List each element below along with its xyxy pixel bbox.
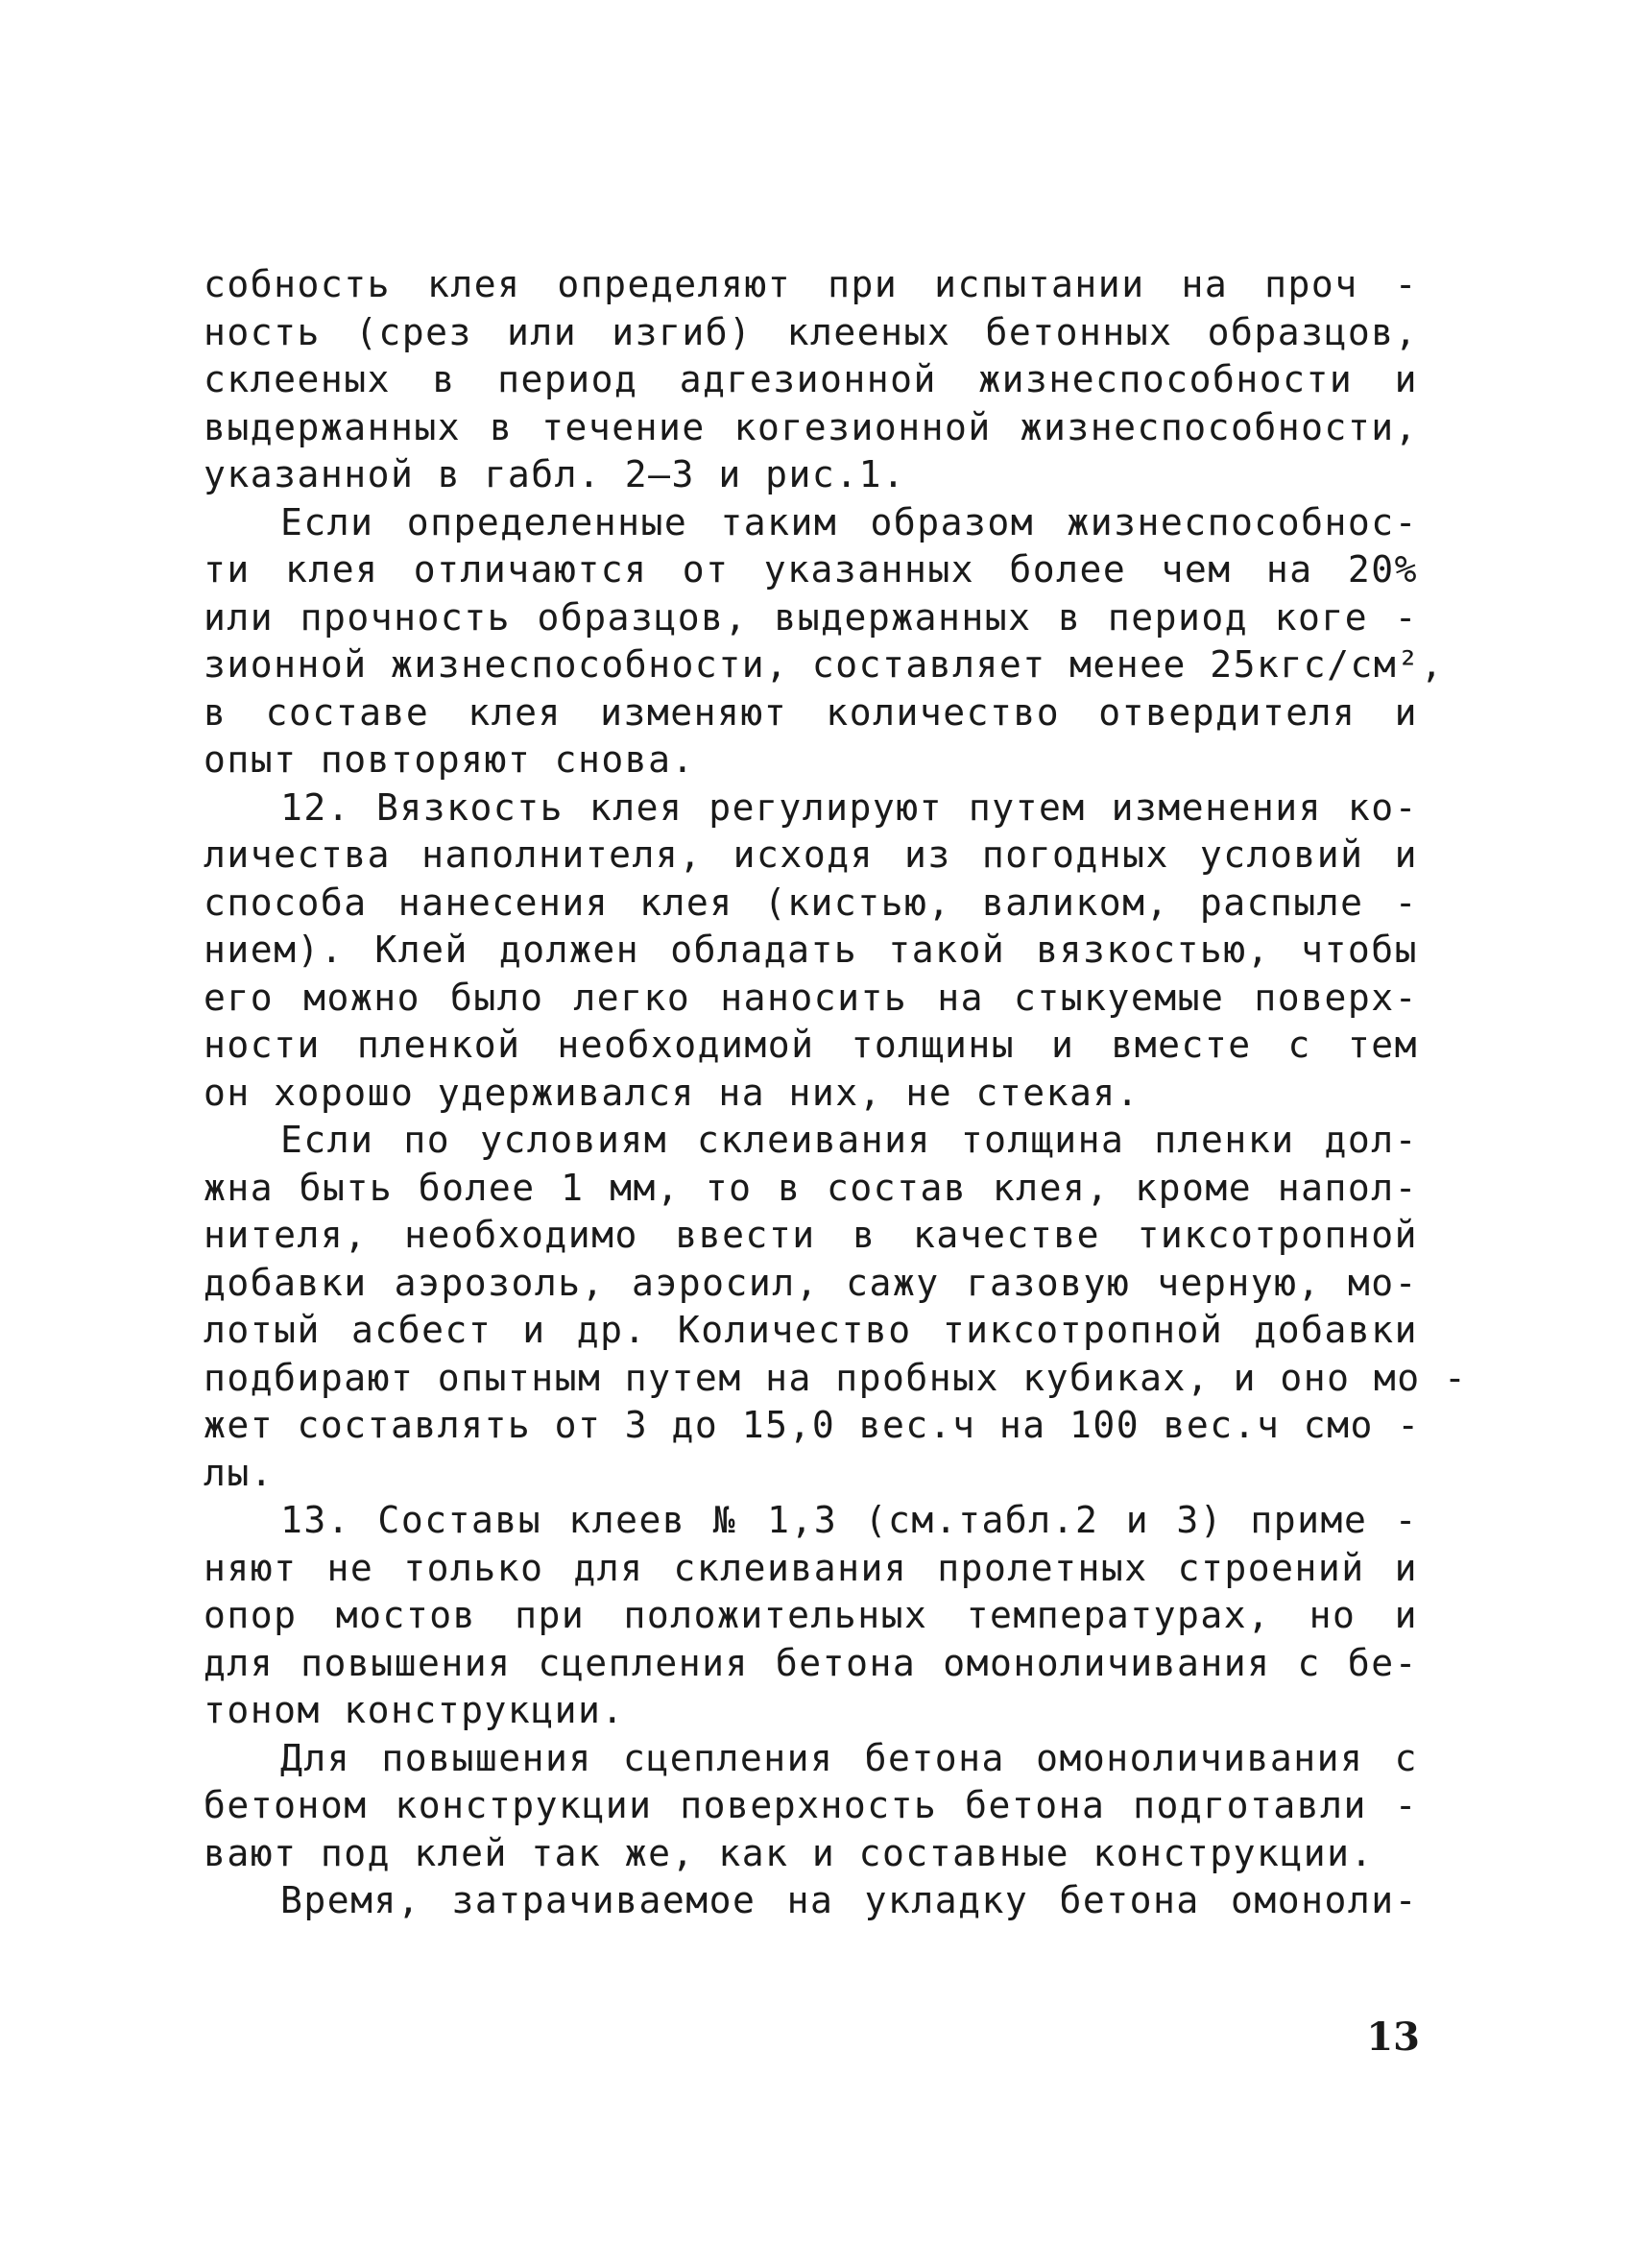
text-line: для повышения сцепления бетона омоноличивания с бе- bbox=[204, 1641, 1418, 1684]
text-line: его можно было легко наносить на стыкуемые поверх- bbox=[204, 976, 1418, 1019]
text-line: опор мостов при положительных температурах, но и bbox=[204, 1594, 1418, 1636]
text-line: Если по условиям склеивания толщина пленки дол- bbox=[280, 1119, 1418, 1161]
text-line: способа нанесения клея (кистью, валиком, распыле - bbox=[204, 881, 1418, 924]
text-line: склееных в период адгезионной жизнеспособности и bbox=[204, 358, 1418, 400]
text-line: зионной жизнеспособности, составляет менее 25кгс/см², bbox=[204, 643, 1445, 686]
paragraph-6 bbox=[204, 1735, 1418, 1878]
paragraph-3 bbox=[204, 784, 1418, 1118]
text-line: жна быть более 1 мм, то в состав клея, кроме напол- bbox=[204, 1166, 1418, 1209]
text-line: добавки аэрозоль, аэросил, сажу газовую черную, мо- bbox=[204, 1261, 1418, 1304]
text-line: опыт повторяют снова. bbox=[204, 738, 695, 781]
text-line: Время, затрачиваемое на укладку бетона омоноли- bbox=[280, 1879, 1418, 1921]
paragraph-5 bbox=[204, 1497, 1418, 1735]
text-line: нителя, необходимо ввести в качестве тиксотропной bbox=[204, 1214, 1418, 1256]
text-line: нием). Клей должен обладать такой вязкостью, чтобы bbox=[204, 929, 1418, 971]
text-line: он хорошо удерживался на них, не стекая. bbox=[204, 1071, 1141, 1114]
document-body bbox=[204, 261, 1468, 1925]
text-line: лы. bbox=[204, 1451, 275, 1494]
text-line: Для повышения сцепления бетона омоноличивания с bbox=[280, 1736, 1418, 1779]
text-line: бетоном конструкции поверхность бетона подготавли - bbox=[204, 1784, 1418, 1826]
text-line: Если определенные таким образом жизнеспособнос- bbox=[280, 500, 1418, 543]
text-line: или прочность образцов, выдержанных в период коге - bbox=[204, 595, 1418, 639]
text-line: лотый асбест и др. Количество тиксотропной добавки bbox=[204, 1309, 1418, 1351]
text-line: собность клея определяют при испытании на проч - bbox=[204, 263, 1418, 305]
text-line: ности пленкой необходимой толщины и вместе с тем bbox=[204, 1024, 1418, 1066]
text-line: подбирают опытным путем на пробных кубиках, и оно мо - bbox=[204, 1356, 1468, 1399]
paragraph-7 bbox=[204, 1877, 1418, 1925]
text-line: личества наполнителя, исходя из погодных условий и bbox=[204, 833, 1418, 876]
paragraph-2 bbox=[204, 499, 1445, 784]
text-line: ность (срез или изгиб) клееных бетонных образцов, bbox=[204, 310, 1418, 353]
text-line: няют не только для склеивания пролетных строений и bbox=[204, 1546, 1418, 1589]
text-line: выдержанных в течение когезионной жизнеспособности, bbox=[204, 405, 1418, 448]
text-line: ти клея отличаются от указанных более чем на 20% bbox=[204, 548, 1418, 591]
paragraph-1 bbox=[204, 261, 1418, 499]
text-line: 12. Вязкость клея регулируют путем изменения ко- bbox=[280, 785, 1418, 829]
paragraph-4 bbox=[204, 1117, 1468, 1497]
text-line: жет составлять от 3 до 15,0 вес.ч на 100 вес.ч смо - bbox=[204, 1404, 1421, 1446]
text-line: тоном конструкции. bbox=[204, 1689, 625, 1731]
text-line: вают под клей так же, как и составные конструкции. bbox=[204, 1831, 1374, 1874]
text-line: указанной в габл. 2–3 и рис.1. bbox=[204, 453, 906, 495]
page-number: 13 bbox=[1366, 2015, 1420, 2060]
text-line: в составе клея изменяют количество отвердителя и bbox=[204, 690, 1418, 734]
text-line: 13. Составы клеев № 1,3 (см.табл.2 и 3) приме - bbox=[280, 1499, 1418, 1541]
